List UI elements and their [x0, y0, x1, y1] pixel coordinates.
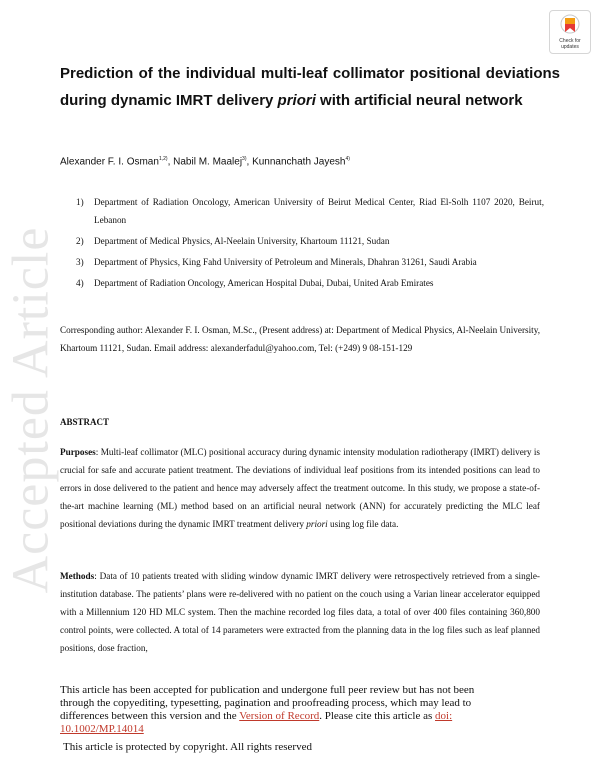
author-name: Kunnanchath Jayesh — [252, 156, 346, 168]
affiliation-text: Department of Radiation Oncology, American Hospital Dubai, Dubai, United Arab Emirates — [94, 278, 434, 288]
affiliation-number: 4) — [76, 278, 84, 288]
corresponding-author: Corresponding author: Alexander F. I. Osman, M.Sc., (Present address) at: Department of Medical Physics, Al-Neelain University, Khartoum 11121, Sudan. Email address: alexanderfadul@yahoo.com, Tel: (+249) 9 08-151-129 — [60, 325, 540, 353]
purposes-label: Purposes — [60, 447, 96, 457]
purposes-text: : Multi-leaf collimator (MLC) positional accuracy during dynamic intensity modulation radiotherapy (IMRT) delivery is crucial for safe and accurate patient treatment. The deviations of individual leaf positions from its intended positions can lead to errors in dose delivered to the patient and hence may adversely affect the treatment outcome. In this study, we propose a state-of-the-art machine learning (ML) method based on an artificial neural network (ANN) for accurately predicting the MLC leaf positional deviations during the dynamic IMRT treatment delivery — [60, 447, 540, 529]
badge-line-2: updates — [561, 44, 579, 50]
author-affiliation-mark: 3) — [242, 156, 247, 162]
author-affiliation-mark: 4) — [345, 156, 350, 162]
accepted-article-watermark — [2, 130, 59, 690]
watermark-text: Accepted Article — [2, 226, 59, 594]
affiliation-number: 1) — [76, 197, 84, 207]
copyright-notice: This article is protected by copyright. All rights reserved — [63, 741, 312, 753]
affiliation-item — [76, 274, 544, 292]
affiliation-item — [76, 232, 544, 250]
check-for-updates-badge[interactable] — [549, 10, 591, 54]
affiliation-text: Department of Physics, King Fahd University of Petroleum and Minerals, Dhahran 31261, Saudi Arabia — [94, 257, 477, 267]
title-italic: priori — [277, 92, 316, 109]
doi-link[interactable]: doi: 10.1002/MP.14014 — [60, 710, 453, 735]
purposes-italic: priori — [306, 519, 328, 529]
abstract-methods — [60, 567, 540, 657]
author-affiliation-mark: 1,2) — [158, 156, 168, 162]
badge-line-1: Check for — [559, 38, 581, 44]
author-name: Alexander F. I. Osman — [60, 156, 159, 168]
affiliation-item — [76, 253, 544, 271]
title-part-1: Prediction of the individual multi-leaf collimator positional deviations during dynamic IMRT delivery — [60, 65, 560, 109]
affiliation-number: 3) — [76, 257, 84, 267]
methods-text: : Data of 10 patients treated with sliding window dynamic IMRT delivery were retrospectively retrieved from a single-institution database. The patients’ plans were re-delivered with no patient on the couch using a Varian linear accelerator equipped with a Millennium 120 HD MLC system. Then the machine recorded log files data, a total of over 400 files containing 360,800 control points, were collected. A total of 14 parameters were extracted from the planning data in the log files such as leaf planned positions, dose fraction, — [60, 571, 540, 653]
author-list: Alexander F. I. Osman$^{1,2)}$, Nabil M. Maalej$^{3)}$, Kunnanchath Jayesh$^{4)}$ — [60, 156, 350, 168]
affiliation-item — [76, 193, 544, 229]
affiliation-text: Department of Radiation Oncology, American University of Beirut Medical Center, Riad El-Solh 1107 2020, Beirut, Lebanon — [94, 197, 544, 225]
notice-text-2: . Please cite this article as — [319, 710, 436, 722]
affiliation-list — [76, 193, 544, 295]
methods-label: Methods — [60, 571, 95, 581]
purposes-end: using log file data. — [327, 519, 399, 529]
author-name: Nabil M. Maalej — [173, 156, 243, 168]
abstract-heading: ABSTRACT — [60, 417, 110, 427]
version-of-record-link[interactable]: Version of Record — [239, 710, 320, 722]
acceptance-notice — [60, 684, 505, 736]
affiliation-text: Department of Medical Physics, Al-Neelain University, Khartoum 11121, Sudan — [94, 236, 390, 246]
notice-text-1: This article has been accepted for publication and undergone full peer review but has not been through the copyediting, typesetting, pagination and proofreading process, which may lead to differences between this version and the — [60, 684, 475, 722]
affiliation-number: 2) — [76, 236, 84, 246]
paper-title — [60, 60, 560, 114]
bookmark-icon — [559, 14, 581, 38]
title-part-2: with artificial neural network — [315, 92, 523, 109]
abstract-purposes — [60, 443, 540, 533]
